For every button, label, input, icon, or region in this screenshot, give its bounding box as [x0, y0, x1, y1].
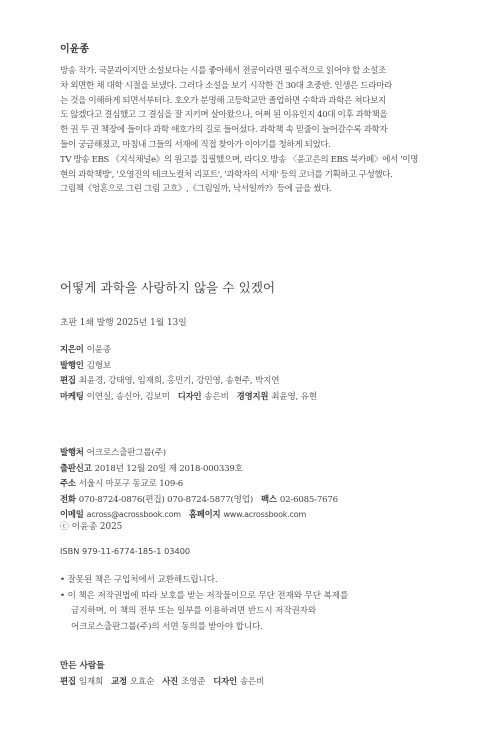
homepage-label: 홈페이지 [188, 509, 221, 519]
copyright-notice: ⓒ 이윤종 2025 [60, 522, 123, 532]
writer-label: 지은이 [60, 344, 84, 354]
registration-value: 2018년 12월 20일 제 2018-000339호 [94, 463, 243, 474]
author-bio [60, 64, 452, 197]
homepage-value: www.acrossbook.com [223, 510, 307, 519]
notice-line: 금지하며, 이 책의 전부 또는 일부를 이용하려면 반드시 저작권자와 [71, 606, 317, 616]
book-title: 어떻게 과학을 사랑하지 않을 수 있겠어 [60, 280, 276, 295]
editors-value: 최윤경, 강태영, 임재희, 홍민기, 강민영, 송현주, 박지연 [78, 376, 280, 386]
makers-photo-value: 조영준 [180, 677, 206, 687]
credit-writer [60, 342, 460, 358]
design-value: 송은비 [204, 391, 229, 402]
makers-design-value: 송은비 [239, 677, 265, 687]
publisher-house [60, 445, 338, 461]
notices [60, 573, 460, 635]
marketing-label: 마케팅 [60, 390, 84, 401]
notice-line: • 잘못된 책은 구입처에서 교환해드립니다. [60, 575, 218, 585]
author-name: 이윤종 [60, 44, 89, 55]
makers-credits [60, 674, 264, 690]
bio-line: 현의 과학책방', '오영진의 테크노컬처 리포트', '과학자의 서재' 등의 코너를 기획하고 구성했다. [60, 169, 393, 180]
isbn: ISBN 979-11-6774-185-1 03400 [60, 546, 191, 556]
publisher-person-label: 발행인 [60, 359, 84, 370]
house-label: 발행처 [60, 447, 84, 457]
bio-line: TV 방송 EBS 《지식채널e》의 원고를 집필했으며, 라디오 방송 〈윤고은의 EBS 북카페〉에서 '이명 [60, 154, 419, 165]
edition-info: 초판 1쇄 발행 2025년 1월 13일 [60, 318, 187, 328]
marketing-value: 이연실, 송신아, 김보미 [86, 391, 170, 402]
publisher-contact [60, 492, 338, 508]
management-label: 경영지원 [236, 390, 269, 401]
makers-design-label: 디자인 [213, 676, 237, 686]
bio-line: 차 외면한 채 대학 시절을 보냈다. 그러다 소설을 보기 시작한 건 30대 초중반. 인생은 드라마라 [60, 80, 392, 91]
phone-label: 전화 [60, 493, 76, 504]
makers [60, 659, 264, 690]
fax-value: 02-6085-7676 [279, 494, 338, 505]
publisher-info [60, 445, 338, 523]
address-label: 주소 [60, 478, 76, 488]
phone-value: 070-8724-0876(편집) 070-8724-5877(영업) [78, 494, 254, 505]
makers-editor-label: 편집 [60, 676, 76, 686]
writer-value: 이윤종 [86, 345, 111, 355]
credit-publisher-person [60, 358, 460, 374]
makers-editor-value: 임재희 [78, 677, 104, 687]
registration-label: 출판신고 [60, 462, 92, 473]
email-value: across@acrossbook.com [86, 510, 181, 519]
publisher-address [60, 476, 338, 492]
bio-line: 들이 궁금해졌고, 마침내 그들의 서재에 직접 찾아가 이야기를 청하게 되었다. [60, 139, 331, 150]
makers-photo-label: 사진 [162, 676, 178, 686]
design-label: 디자인 [177, 390, 202, 401]
makers-title: 만든 사람들 [60, 661, 105, 671]
bio-line: 한 권 두 권 책장에 들이다 과학 애호가의 길로 들어섰다. 과학책 속 믿줄이 늘어갈수록 과학자 [60, 125, 388, 136]
editors-label: 편집 [60, 375, 76, 385]
publisher-person-value: 김형보 [86, 360, 111, 371]
credits [60, 342, 460, 404]
bio-line: 그림책《엉혼으로 그린 그림 고흐》,《그림일까, 낙서일까?》등에 글을 썼다. [60, 184, 332, 195]
bio-line: 방송 작가. 국문과이지만 소설보다는 시를 좋아해서 전공이라면 필수적으로 읽어야 할 소설조 [60, 66, 386, 76]
bio-line: 는 것을 이해하게 되면서부터다. 호오가 분명해 고등학교만 졸업하면 수학과 과학은 쳐다보지 [60, 95, 386, 106]
management-value: 최윤영, 유현 [271, 391, 317, 402]
credit-editors [60, 373, 460, 389]
makers-proof-label: 교정 [111, 676, 127, 686]
publisher-registration [60, 461, 338, 477]
credit-marketing-design [60, 389, 460, 405]
fax-label: 팩스 [261, 493, 277, 504]
email-label: 이메일 [60, 509, 84, 519]
notice-line: • 이 책은 저작권법에 따라 보호를 받는 저작물이므로 무단 전재와 무단 복제를 [60, 590, 349, 601]
house-value: 어크로스출판그룹(주) [86, 448, 166, 458]
makers-proof-value: 오효순 [129, 677, 155, 687]
bio-line: 도 않겠다고 결심했고 그 결심을 잘 지키며 살아왔으나, 어쩌 된 이유인지 40대 이후 과학책을 [60, 110, 388, 121]
notice-line: 어크로스출판그룹(주)의 서면 동의를 받아야 합니다. [71, 621, 263, 632]
address-value: 서울시 마포구 동교로 109-6 [78, 479, 184, 489]
